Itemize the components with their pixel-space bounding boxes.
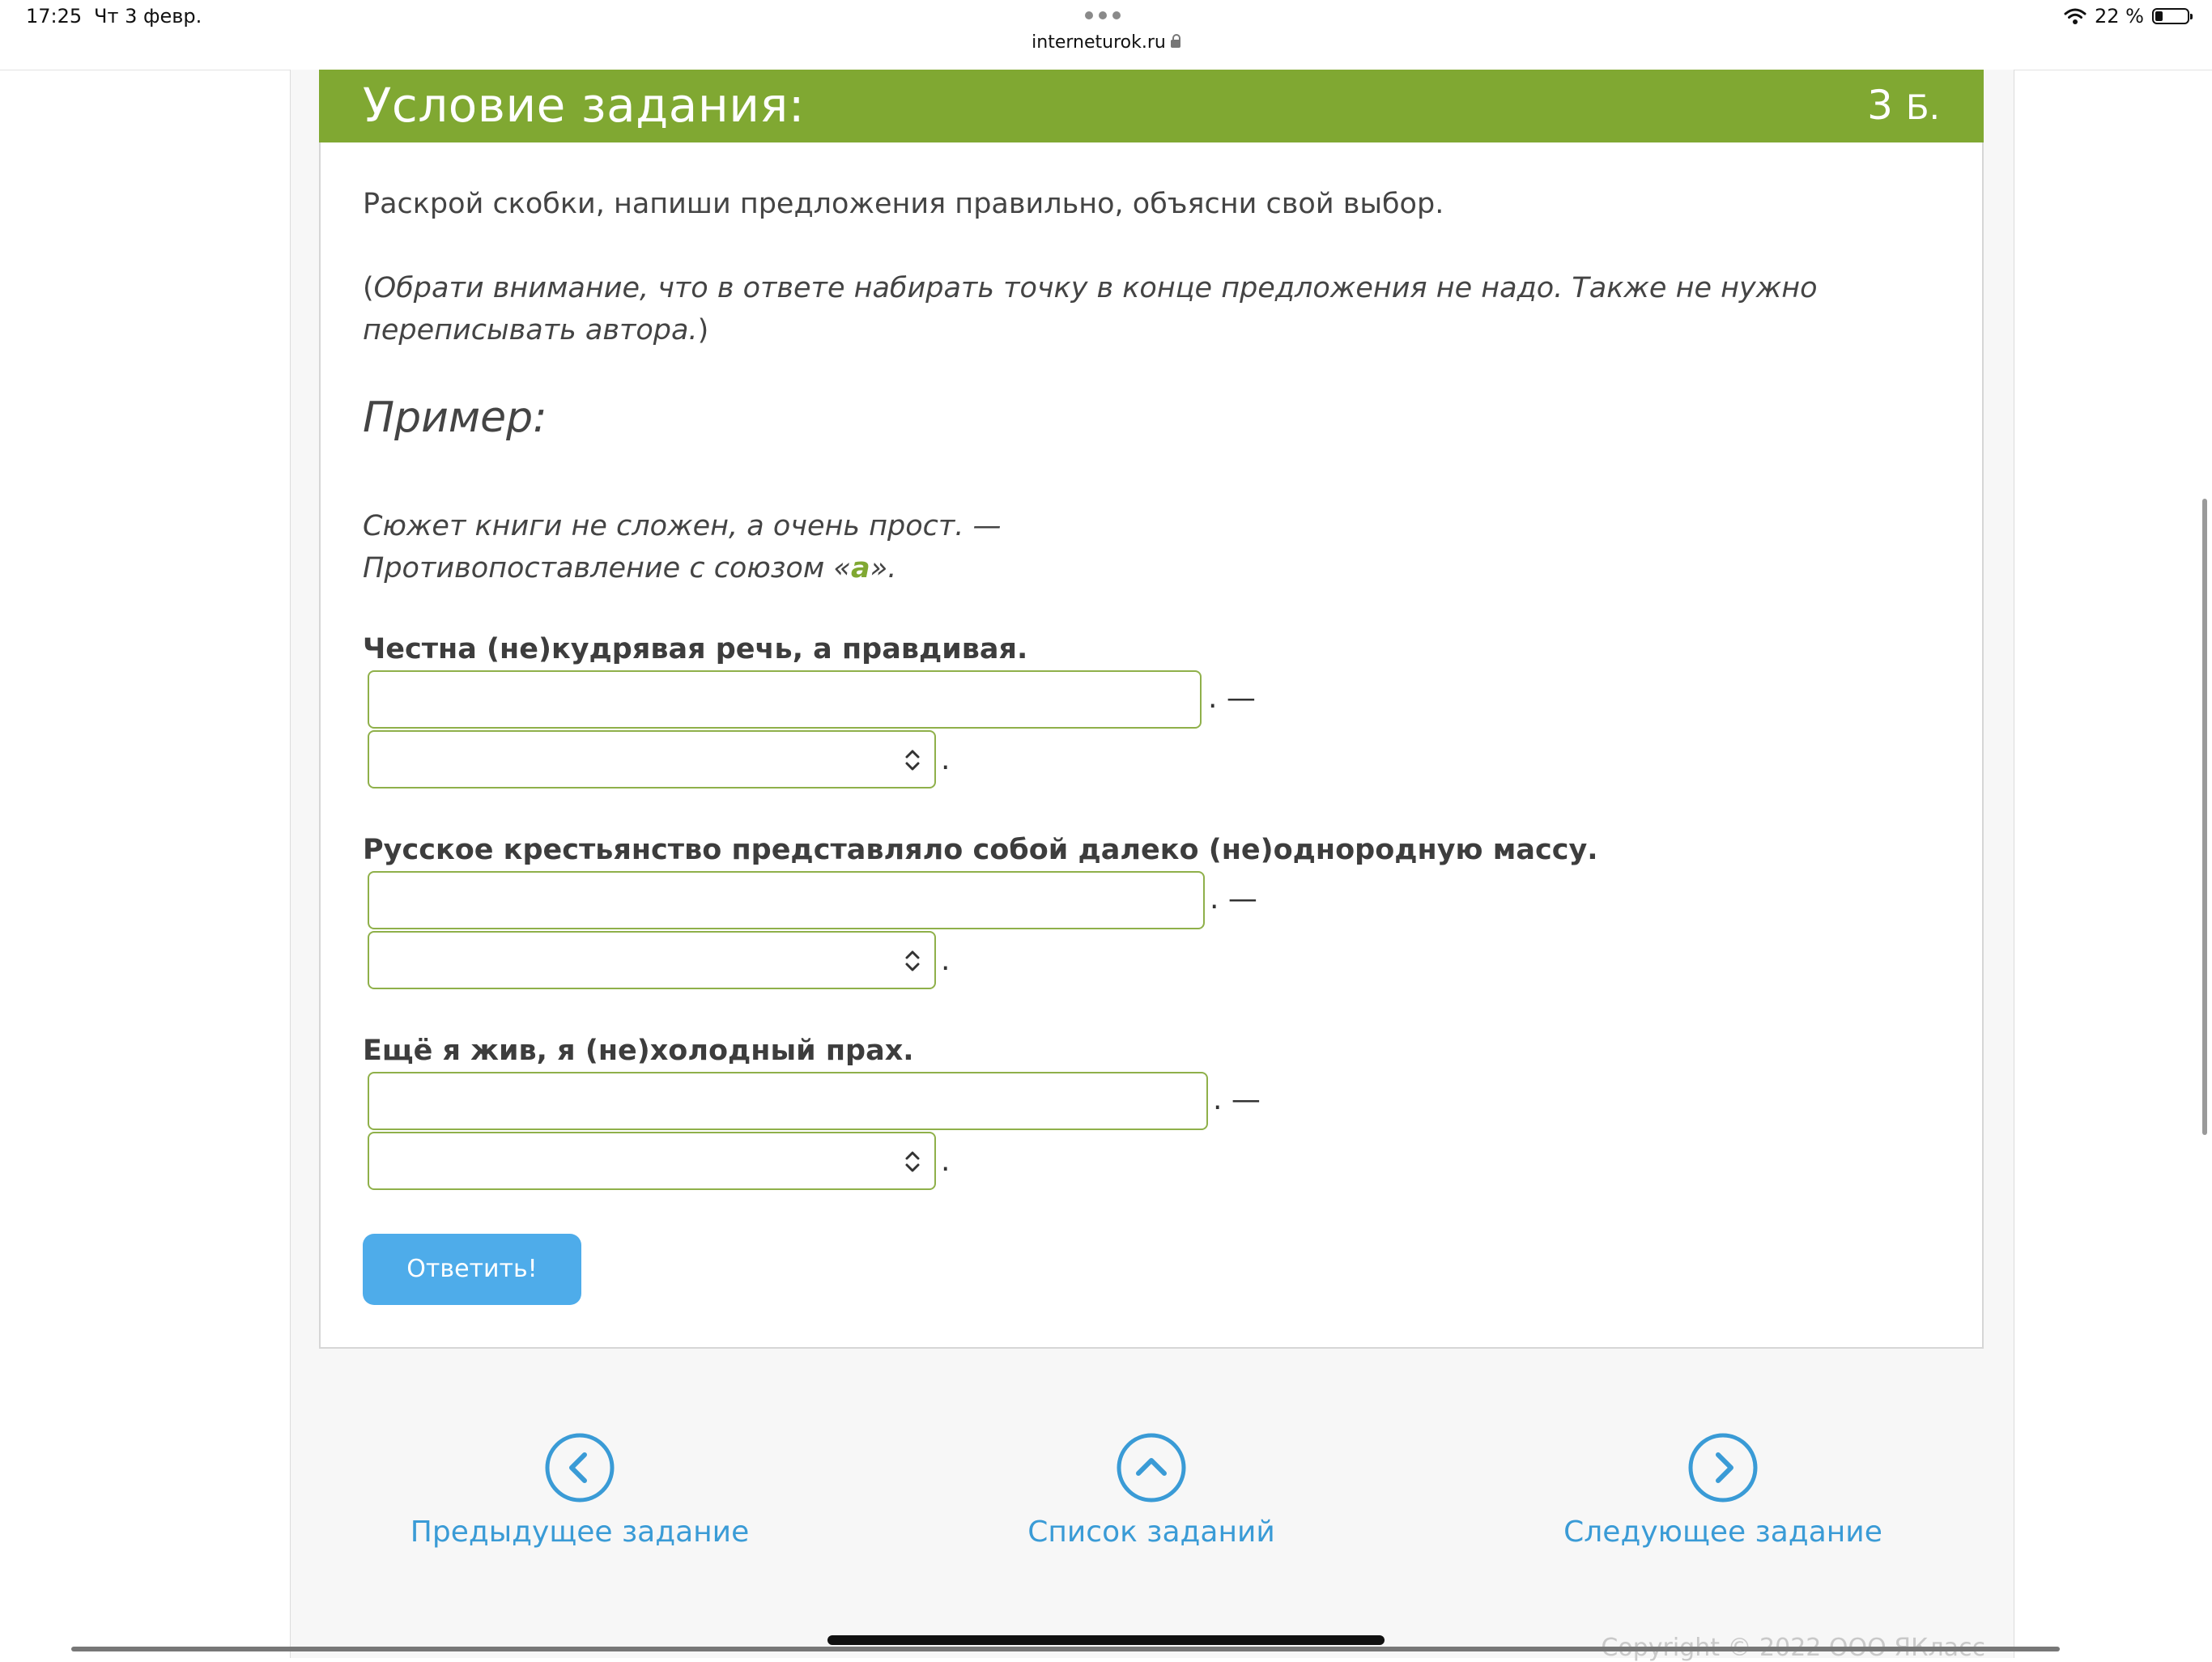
prev-task-link[interactable] [410, 1433, 750, 1549]
chevron-up-circle-icon [1117, 1433, 1186, 1503]
chevron-left-circle-icon [545, 1433, 615, 1503]
battery-percent: 22 % [2095, 5, 2144, 28]
task-title: Условие задания: [363, 78, 805, 133]
explanation-select-3[interactable] [368, 1132, 936, 1190]
next-task-link[interactable] [1553, 1433, 1893, 1549]
task-note [363, 267, 1917, 351]
period-3: . [941, 1145, 951, 1178]
period-1: . [941, 743, 951, 776]
answer-input-1[interactable] [368, 670, 1202, 729]
task-list-label: Список заданий [1027, 1515, 1275, 1549]
sentence-3: Ещё я жив, я (не)холодный прах. [363, 1035, 914, 1067]
url-text: interneturok.ru [1032, 32, 1166, 53]
chevron-updown-icon [904, 748, 921, 772]
dash-3: . — [1213, 1083, 1261, 1116]
explanation-select-1[interactable] [368, 730, 936, 788]
note-close: ) [697, 314, 709, 346]
task-header [319, 70, 1984, 142]
task-points [1867, 73, 1940, 140]
example-line-2-after: ». [870, 552, 897, 584]
next-task-label: Следующее задание [1563, 1515, 1882, 1549]
home-indicator[interactable] [827, 1635, 1385, 1645]
status-bar [0, 0, 2212, 70]
wifi-icon [2064, 7, 2087, 25]
example-line-2-before: Противопоставление с союзом « [363, 552, 851, 584]
chevron-updown-icon [904, 1150, 921, 1174]
explanation-select-2[interactable] [368, 931, 936, 989]
status-date: Чт 3 февр. [94, 5, 202, 28]
answer-input-3[interactable] [368, 1072, 1208, 1130]
task-instruction: Раскрой скобки, напиши предложения правильно, объясни свой выбор. [363, 188, 1444, 220]
multitasking-dots-icon[interactable] [1085, 11, 1121, 19]
prev-task-label: Предыдущее задание [410, 1515, 750, 1549]
bottom-divider [71, 1647, 2060, 1651]
address-bar[interactable] [1012, 32, 1200, 53]
points-value: 3 [1867, 82, 1893, 129]
dash-1: . — [1208, 682, 1256, 715]
example-line-1: Сюжет книги не сложен, а очень прост. — [363, 510, 1002, 542]
note-text: Обрати внимание, что в ответе набирать точку в конце предложения не надо. Также не нужно переписывать автора. [363, 272, 1818, 346]
example-union: а [850, 552, 870, 584]
sentence-1: Честна (не)кудрявая речь, а правдивая. [363, 633, 1028, 665]
submit-button[interactable]: Ответить! [363, 1234, 581, 1305]
example-heading: Пример: [363, 393, 547, 442]
example-line-2 [363, 547, 1002, 589]
scrollbar[interactable] [2202, 499, 2207, 1135]
dash-2: . — [1210, 882, 1257, 916]
period-2: . [941, 944, 951, 977]
task-list-link[interactable] [981, 1433, 1321, 1549]
sentence-2: Русское крестьянство представляло собой далеко (не)однородную массу. [363, 834, 1598, 866]
status-time: 17:25 [26, 5, 83, 28]
example-text [363, 505, 1002, 589]
note-open: ( [363, 272, 374, 304]
chevron-updown-icon [904, 949, 921, 973]
battery-icon [2152, 8, 2189, 24]
points-unit: Б. [1905, 87, 1940, 127]
answer-input-2[interactable] [368, 871, 1205, 929]
lock-icon [1171, 40, 1180, 48]
status-indicators [2064, 5, 2189, 28]
chevron-right-circle-icon [1688, 1433, 1758, 1503]
